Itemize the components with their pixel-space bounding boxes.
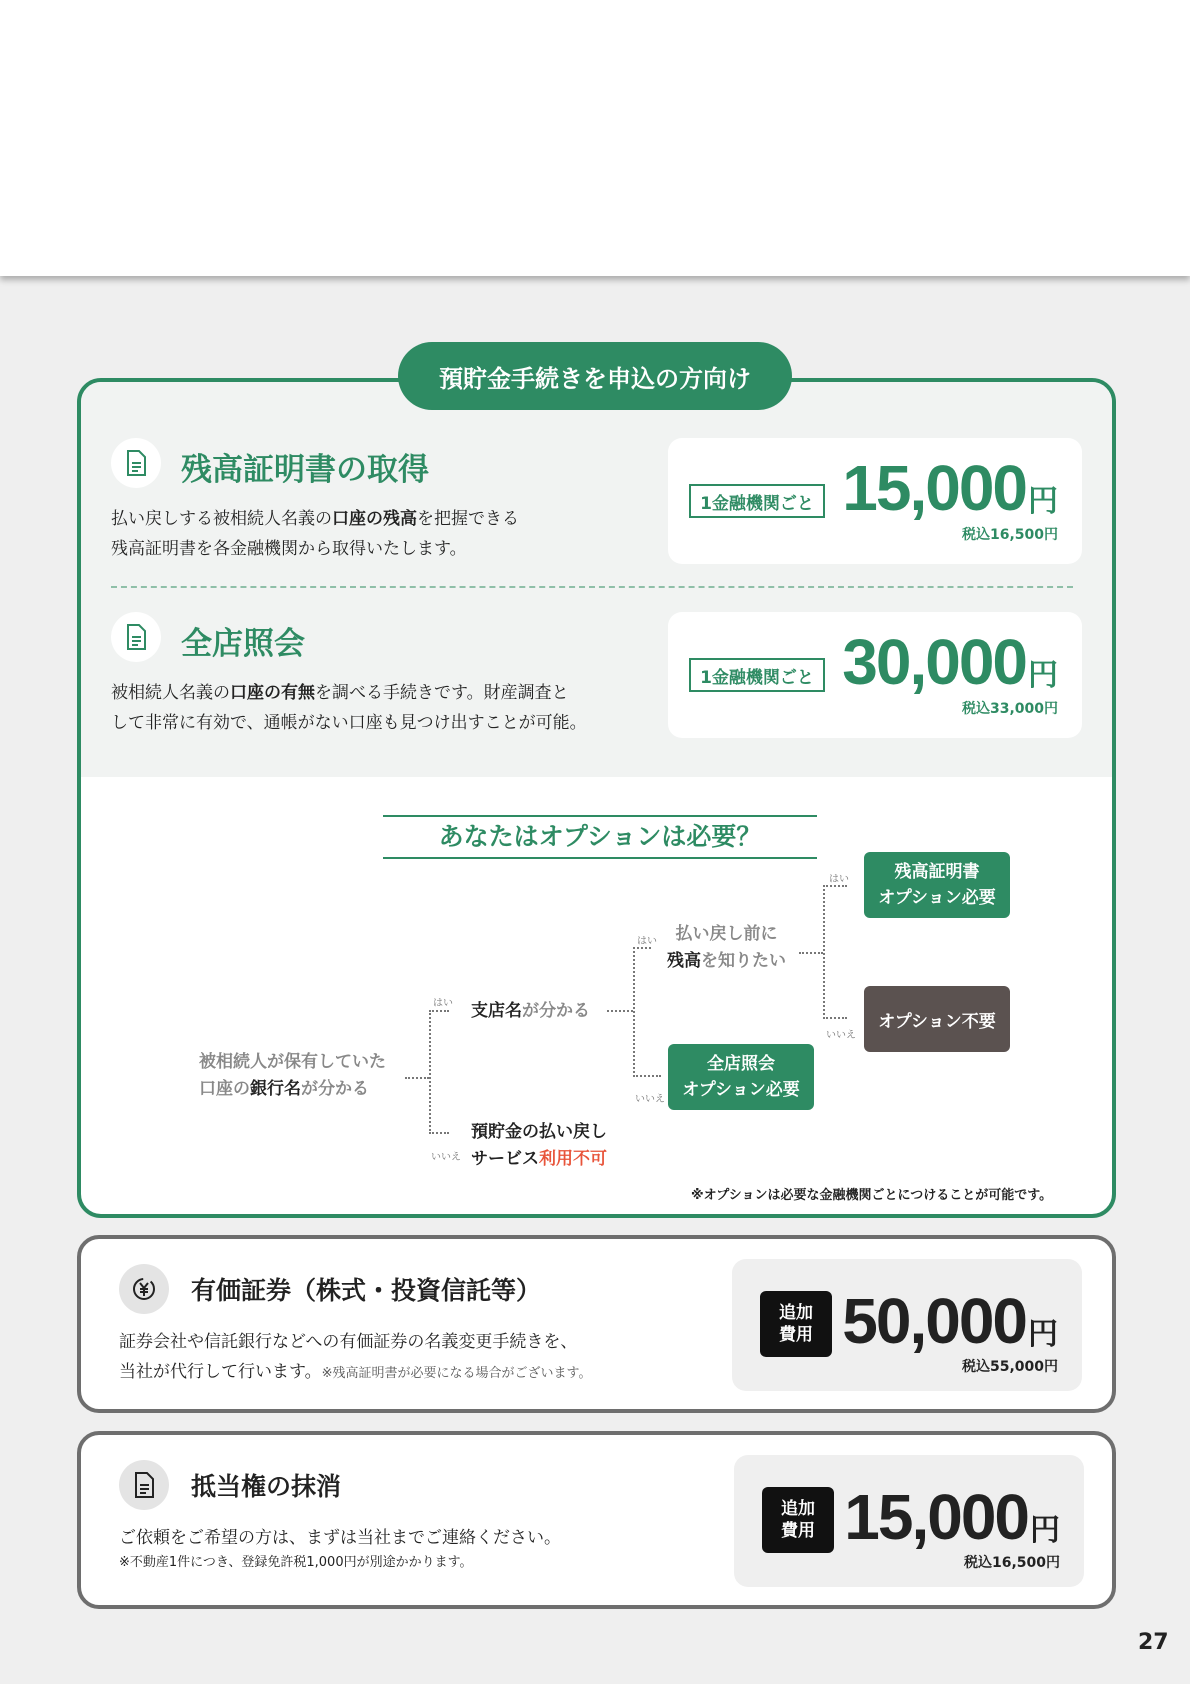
connector <box>607 1010 633 1012</box>
connector <box>429 1132 449 1134</box>
document-icon <box>111 612 161 662</box>
connector <box>405 1077 429 1079</box>
connector <box>799 952 823 954</box>
balance-certificate-price: 15,000 円 <box>842 452 1058 524</box>
connector <box>633 1075 661 1077</box>
flow-branch-node: 支店名が分かる <box>471 1001 590 1021</box>
balance-certificate-title: 残高証明書の取得 <box>181 452 429 488</box>
securities-desc: 証券会社や信託銀行などへの有価証券の名義変更手続きを、 当社が代行して行います。※残高証明書が必要になる場合がございます。 <box>119 1332 592 1382</box>
flow-question-title: あなたはオプションは必要？ <box>383 815 817 859</box>
securities-price-box <box>732 1259 1082 1391</box>
all-branch-inquiry-price: 30,000 円 <box>842 626 1058 698</box>
balance-certificate-price-box <box>668 438 1082 564</box>
all-branch-option-result: 全店照会 オプション必要 <box>668 1044 814 1110</box>
blank-page-area <box>0 0 1190 276</box>
mortgage-panel <box>77 1431 1116 1609</box>
additional-cost-badge: 追加 費用 <box>762 1487 834 1553</box>
document-icon <box>119 1460 169 1510</box>
all-branch-inquiry-tax: 税込33,000円 <box>961 701 1058 717</box>
yen-exchange-icon <box>119 1264 169 1314</box>
savings-options-panel <box>77 378 1116 1218</box>
connector <box>633 947 635 1077</box>
yes-label: はい <box>433 998 453 1009</box>
document-icon <box>111 438 161 488</box>
mortgage-price-box <box>734 1455 1084 1587</box>
connector <box>823 1017 847 1019</box>
no-label: いいえ <box>431 1152 461 1163</box>
per-institution-tag: 1金融機関ごと <box>689 658 825 692</box>
mortgage-title: 抵当権の抹消 <box>191 1472 342 1501</box>
balance-certificate-tax: 税込16,500円 <box>961 527 1058 543</box>
connector <box>429 1010 431 1134</box>
securities-title: 有価証券（株式・投資信託等） <box>191 1276 542 1305</box>
balance-option-result: 残高証明書 オプション必要 <box>864 852 1010 918</box>
page-number: 27 <box>1138 1630 1169 1655</box>
flow-start-node: 被相続人が保有していた 口座の銀行名が分かる <box>199 1052 386 1099</box>
section-title-pill: 預貯金手続きを申込の方向け <box>398 342 792 410</box>
connector <box>823 885 825 1019</box>
yes-label: はい <box>637 936 657 947</box>
no-label: いいえ <box>635 1094 665 1105</box>
mortgage-tax: 税込16,500円 <box>963 1555 1060 1571</box>
flow-balance-question-node: 払い戻し前に 残高を知りたい <box>667 924 786 971</box>
securities-tax: 税込55,000円 <box>961 1359 1058 1375</box>
securities-panel <box>77 1235 1116 1413</box>
mortgage-desc: ご依頼をご希望の方は、まずは当社までご連絡ください。 ※不動産1件につき、登録免許税1,000円が別途かかります。 <box>119 1528 561 1570</box>
connector <box>823 885 847 887</box>
flow-no-service-node: 預貯金の払い戻し サービス利用不可 <box>471 1122 607 1169</box>
option-note: ※オプションは必要な金融機関ごとにつけることが可能です。 <box>691 1188 1053 1203</box>
connector <box>429 1010 449 1012</box>
additional-cost-badge: 追加 費用 <box>760 1291 832 1357</box>
all-branch-inquiry-title: 全店照会 <box>181 626 305 662</box>
all-branch-inquiry-desc: 被相続人名義の口座の有無を調べる手続きです。財産調査と して非常に有効で、通帳がない口座も見つけ出すことが可能。 <box>111 683 587 733</box>
per-institution-tag: 1金融機関ごと <box>689 484 825 518</box>
all-branch-inquiry-price-box <box>668 612 1082 738</box>
balance-certificate-desc: 払い戻しする被相続人名義の口座の残高を把握できる 残高証明書を各金融機関から取得いたします。 <box>111 509 519 559</box>
yes-label: はい <box>829 874 849 885</box>
no-option-result: オプション不要 <box>864 986 1010 1052</box>
divider <box>111 586 1073 588</box>
mortgage-price: 15,000 円 <box>844 1481 1060 1553</box>
no-label: いいえ <box>826 1030 856 1041</box>
connector <box>633 947 651 949</box>
securities-price: 50,000 円 <box>842 1285 1058 1357</box>
